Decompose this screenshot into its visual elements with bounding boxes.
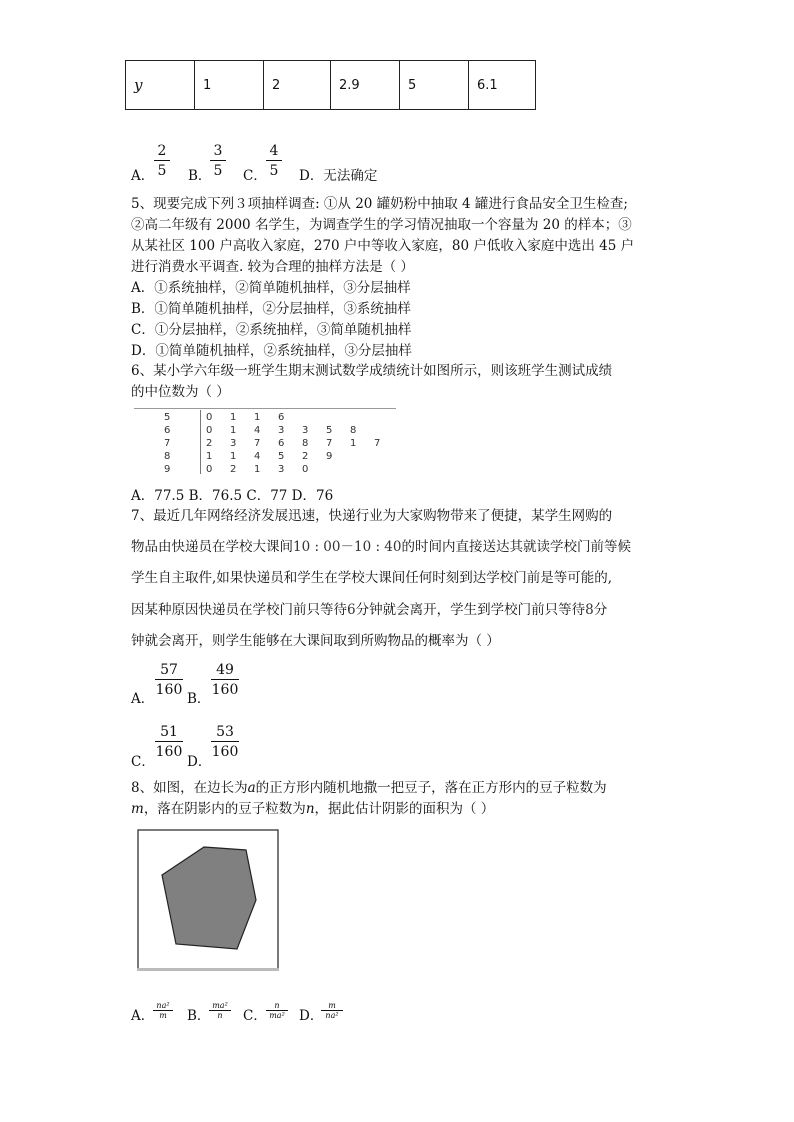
stem-value: 6 (164, 425, 171, 436)
leaf-value: 3 (230, 438, 237, 449)
leaf-value: 5 (278, 451, 285, 462)
leaf-value: 1 (230, 451, 237, 462)
option-label: B． (187, 1008, 211, 1024)
option-d: D．①简单随机抽样，②系统抽样，③分层抽样 (131, 343, 412, 359)
leaf-value: 0 (206, 464, 213, 475)
leaf-value: 3 (302, 425, 309, 436)
wait-minutes-student: 8 (585, 602, 594, 618)
question-text: 因某种原因快递员在学校门前只等待6分钟就会离开，学生到学校门前只等待8分 (131, 602, 608, 618)
fraction: $\frac{57}{160}$ (155, 662, 183, 698)
leaf-value: 1 (254, 412, 261, 423)
table-cell: 2 (264, 61, 331, 110)
leaf-value: 7 (254, 438, 261, 449)
q6-options: A．77.5 B．76.5 C．77 D．76 (131, 488, 334, 504)
leaf-value: 0 (206, 412, 213, 423)
table-cell: 6.1 (469, 61, 536, 110)
leaf-value: 7 (374, 438, 381, 449)
fraction: $\frac{\text{na²}}{m}$ (153, 1001, 173, 1020)
leaf-value: 4 (254, 451, 261, 462)
stem-value: 5 (164, 412, 171, 423)
leaf-value: 5 (326, 425, 333, 436)
option-label: C． (131, 754, 155, 770)
option-label: A． (131, 168, 155, 184)
fraction: $\frac{n}{\text{ma²}}$ (266, 1001, 288, 1020)
question-text: 物品由快递员在学校大课间10 : 00－10 : 40的时间内直接送达其就读学校门前等候 (131, 539, 631, 555)
leaf-value: 2 (206, 438, 213, 449)
leaf-value: 0 (206, 425, 213, 436)
fraction: $\frac{49}{160}$ (211, 662, 239, 698)
leaf-value: 8 (350, 425, 357, 436)
leaf-value: 2 (230, 464, 237, 475)
fraction: $\frac{\text{ma²}}{n}$ (209, 1001, 231, 1020)
question-text: 6、某小学六年级一班学生期末测试数学成绩统计如图所示，则该班学生测试成绩 (131, 363, 613, 379)
fraction: $\frac{4}{5}$ (266, 143, 282, 179)
leaf-value: 9 (326, 451, 333, 462)
plot-divider (200, 410, 201, 474)
square-shadow (137, 968, 279, 971)
option-a: A．①系统抽样，②简单随机抽样，③分层抽样 (131, 280, 411, 296)
leaf-value: 1 (206, 451, 213, 462)
option-label: B． (188, 168, 212, 184)
question-text: 的中位数为（ ） (131, 384, 230, 400)
option-label: D． (187, 754, 212, 770)
option-label: A． (131, 691, 155, 707)
question-text: ②高二年级有 2000 名学生，为调查学生的学习情况抽取一个容量为 20 的样本；③ (131, 217, 632, 233)
leaf-value: 1 (230, 425, 237, 436)
option-label: A． (131, 1008, 155, 1024)
leaf-value: 2 (302, 451, 309, 462)
y-value-table (125, 60, 536, 110)
question-text: 从某社区 100 户高收入家庭，270 户中等收入家庭，80 户低收入家庭中选出 45 户 (131, 238, 635, 254)
leaf-value: 1 (230, 412, 237, 423)
fraction: $\frac{3}{5}$ (210, 143, 226, 179)
leaf-value: 8 (302, 438, 309, 449)
table-row (126, 61, 536, 110)
option-label: D．无法确定 (299, 168, 378, 184)
stem-value: 9 (164, 464, 171, 475)
question-text: 钟就会离开，则学生能够在大课间取到所购物品的概率为（ ） (131, 633, 500, 649)
leaf-value: 6 (278, 438, 285, 449)
question-text: 7、最近几年网络经济发展迅速，快递行业为大家购物带来了便捷，某学生网购的 (131, 508, 613, 524)
question-text: 5、现要完成下列３项抽样调查: ①从 20 罐奶粉中抽取 4 罐进行食品安全卫生检查; (131, 196, 628, 212)
wait-minutes-courier: 6 (347, 602, 356, 618)
leaf-value: 1 (254, 464, 261, 475)
time-range: 10 : 00－10 : 40 (293, 539, 402, 555)
fraction: $\frac{m}{\text{na²}}$ (321, 1001, 343, 1020)
question-text: 学生自主取件,如果快递员和学生在学校大课间任何时刻到达学校门前是等可能的, (131, 570, 613, 586)
stem-value: 7 (164, 438, 171, 449)
variable-cell: y (126, 61, 195, 110)
plot-top-line (134, 408, 396, 409)
leaf-value: 7 (326, 438, 333, 449)
square-with-shaded-region (136, 828, 282, 974)
fraction: $\frac{2}{5}$ (154, 143, 170, 179)
option-c: C．①分层抽样，②系统抽样，③简单随机抽样 (131, 322, 412, 338)
leaf-value: 0 (302, 464, 309, 475)
option-b: B．①简单随机抽样，②分层抽样，③系统抽样 (131, 301, 411, 317)
option-label: D． (299, 1008, 324, 1024)
leaf-value: 1 (350, 438, 357, 449)
question-text: m，落在阴影内的豆子粒数为n，据此估计阴影的面积为（ ） (131, 801, 495, 817)
option-label: C． (243, 168, 267, 184)
stem-value: 8 (164, 451, 171, 462)
leaf-value: 3 (278, 464, 285, 475)
leaf-value: 4 (254, 425, 261, 436)
fraction: $\frac{51}{160}$ (155, 724, 183, 760)
table-cell: 5 (400, 61, 469, 110)
leaf-value: 3 (278, 425, 285, 436)
leaf-value: 6 (278, 412, 285, 423)
option-label: B． (187, 691, 211, 707)
option-label: C． (243, 1008, 267, 1024)
table-cell: 2.9 (331, 61, 400, 110)
table-cell: 1 (195, 61, 264, 110)
question-text: 8、如图，在边长为a的正方形内随机地撒一把豆子，落在正方形内的豆子粒数为 (131, 780, 607, 796)
question-text: 进行消费水平调查. 较为合理的抽样方法是（ ） (131, 259, 414, 275)
fraction: $\frac{53}{160}$ (211, 724, 239, 760)
